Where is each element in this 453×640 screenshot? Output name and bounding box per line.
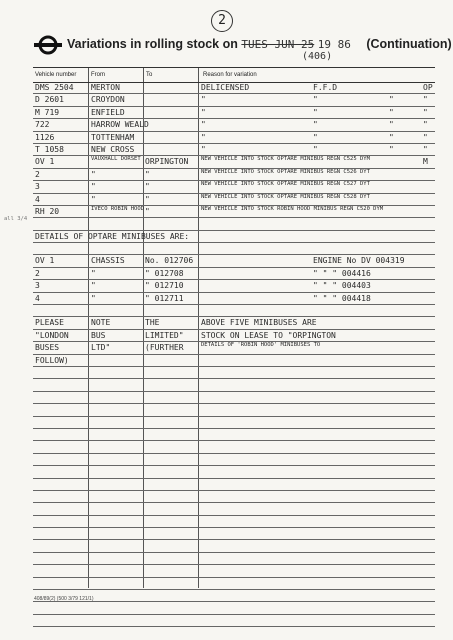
cell-c4c: ": [389, 107, 394, 117]
table-row: [33, 602, 435, 614]
cell-c3: ORPINGTON: [145, 157, 189, 167]
table-row: [33, 231, 435, 243]
table-row: [33, 417, 435, 429]
cell-c1: RH 20: [35, 206, 60, 216]
cell-c3: ": [145, 169, 150, 179]
cell-c4b: " " " 004418: [313, 293, 371, 303]
table-row: [33, 119, 435, 131]
cell-c4: ": [201, 95, 206, 105]
cell-c1: 4: [35, 293, 40, 303]
cell-c4c: ": [389, 120, 394, 130]
table-row: [33, 553, 435, 565]
cell-c2: ENFIELD: [91, 107, 125, 117]
table-row: [33, 268, 435, 280]
cell-c1: FOLLOW): [35, 355, 69, 365]
table-row: [33, 355, 435, 367]
cell-c4: ": [201, 107, 206, 117]
table-row: [33, 578, 435, 590]
cell-c1: 2: [35, 169, 40, 179]
table-row: [33, 218, 435, 230]
cell-c4b: ": [313, 95, 318, 105]
cell-c4d: ": [423, 132, 428, 142]
table-row: [33, 144, 435, 156]
cell-c4c: ": [389, 95, 394, 105]
cell-c1: PLEASE: [35, 318, 64, 328]
table-row: [33, 404, 435, 416]
cell-c2: ": [91, 169, 96, 179]
cell-c2: ": [91, 281, 96, 291]
table-row: [33, 82, 435, 94]
cell-c1: OV 1: [35, 256, 55, 266]
table-row: [33, 181, 435, 193]
table-row: [33, 454, 435, 466]
table-row: [33, 503, 435, 515]
cell-c2: NEW CROSS: [91, 144, 135, 154]
cell-c4d: ": [423, 144, 428, 154]
table-row: [33, 379, 435, 391]
cell-c4c: ": [389, 132, 394, 142]
cell-c1: 4: [35, 194, 40, 204]
title-reference: (406): [302, 51, 333, 62]
cell-c4: STOCK ON LEASE TO "ORPINGTON: [201, 330, 336, 340]
header-reason: Reason for variation: [203, 72, 257, 78]
table-row: [33, 540, 435, 552]
london-transport-roundel-icon: [34, 35, 62, 55]
title-prefix: Variations in rolling stock on: [67, 37, 238, 51]
table-row: [33, 169, 435, 181]
cell-c4: NEW VEHICLE INTO STOCK OPTARE MINIBUS REGN C528 DYT: [201, 193, 370, 200]
cell-c4: ABOVE FIVE MINIBUSES ARE: [201, 318, 317, 328]
table-row: [33, 429, 435, 441]
table-row: [33, 528, 435, 540]
table-row: [33, 255, 435, 267]
table-row: [33, 479, 435, 491]
cell-c4b: ": [313, 120, 318, 130]
cell-c3: ": [145, 194, 150, 204]
cell-c4b: ": [313, 132, 318, 142]
cell-c3: (FURTHER: [145, 343, 184, 353]
cell-c3: " 012708: [145, 268, 184, 278]
cell-c1: 1126: [35, 132, 55, 142]
table-body: [33, 82, 435, 627]
cell-c2: ": [91, 182, 96, 192]
cell-c1: 2: [35, 268, 40, 278]
cell-c3: " 012710: [145, 281, 184, 291]
cell-c3: No. 012706: [145, 256, 194, 266]
cell-c2: ": [91, 194, 96, 204]
cell-c1: DMS 2504: [35, 83, 74, 92]
cell-c4d: ": [423, 95, 428, 105]
table-row: [33, 330, 435, 342]
title-date: TUES JUN 25: [241, 38, 315, 51]
cell-c2: CROYDON: [91, 95, 125, 105]
form-footer-code: 408/89(2) (500 3/79 121/1): [34, 596, 94, 602]
cell-c4: ": [201, 144, 206, 154]
page-title: [67, 37, 452, 51]
cell-c3: ": [145, 182, 150, 192]
cell-c1: 722: [35, 120, 50, 130]
cell-c3: LIMITED": [145, 330, 184, 340]
cell-c1: M 719: [35, 107, 60, 117]
cell-c1: D 2601: [35, 95, 64, 105]
cell-c4b: ": [313, 144, 318, 154]
cell-c4d: OP: [423, 83, 433, 92]
cell-c4b: " " " 004416: [313, 268, 371, 278]
cell-c1: OV 1: [35, 157, 55, 167]
cell-c4: DETAILS OF 'ROBIN HOOD' MINIBUSES TO: [201, 342, 321, 349]
table-row: [33, 132, 435, 144]
cell-c4: DELICENSED: [201, 83, 250, 92]
cell-c2: IVECO ROBIN HOOD: [91, 205, 144, 212]
cell-c1: 3: [35, 182, 40, 192]
title-continuation: (Continuation): [366, 37, 452, 51]
cell-c2: TOTTENHAM: [91, 132, 135, 142]
cell-c4b: F.F.D: [313, 83, 338, 92]
cell-c2: ": [91, 268, 96, 278]
cell-c2: BUS: [91, 330, 106, 340]
table-row: [33, 466, 435, 478]
table-row: [33, 280, 435, 292]
cell-c1: DETAILS OF OPTARE MINIBUSES ARE:: [35, 231, 190, 241]
table-row: [33, 615, 435, 627]
table-header: [33, 68, 435, 83]
title-year: 19 86: [317, 38, 351, 51]
cell-c3: THE: [145, 318, 160, 328]
cell-c4: NEW VEHICLE INTO STOCK ROBIN HOOD MINIBUS REGN C520 DYM: [201, 205, 384, 212]
table-row: [33, 107, 435, 119]
cell-c4: NEW VEHICLE INTO STOCK OPTARE MINIBUS REGN C526 DYT: [201, 168, 370, 175]
cell-c4: ": [201, 120, 206, 130]
table-row: [33, 392, 435, 404]
cell-c1: "LONDON: [35, 330, 69, 340]
table-row: [33, 156, 435, 168]
cell-c3: " 012711: [145, 293, 184, 303]
table-row: [33, 367, 435, 379]
cell-c2: LTD": [91, 343, 111, 353]
cell-c2: HARROW WEALD: [91, 120, 149, 130]
header-from: From: [91, 72, 105, 78]
table-row: [33, 243, 435, 255]
cell-c4: NEW VEHICLE INTO STOCK OPTARE MINIBUS REGN C525 DYM: [201, 156, 370, 163]
cell-c2: ": [91, 293, 96, 303]
cell-c2: VAUXHALL DORSET: [91, 156, 141, 163]
table-row: [33, 206, 435, 218]
table-row: [33, 565, 435, 577]
cell-c4b: ": [313, 107, 318, 117]
table-row: [33, 491, 435, 503]
cell-c1: BUSES: [35, 343, 60, 353]
cell-c4b: " " " 004403: [313, 281, 371, 291]
header-vehicle-number: Vehicle number: [35, 72, 77, 78]
table-row: [33, 293, 435, 305]
cell-c2: NOTE: [91, 318, 111, 328]
table-row: [33, 342, 435, 354]
cell-c4d: ": [423, 120, 428, 130]
cell-c1: 3: [35, 281, 40, 291]
cell-c4: ": [201, 132, 206, 142]
cell-c3: ": [145, 206, 150, 216]
cell-c1: T 1058: [35, 144, 64, 154]
table-row: [33, 305, 435, 317]
cell-c2: MERTON: [91, 83, 120, 92]
cell-c4c: ": [389, 144, 394, 154]
page-number: 2: [211, 10, 233, 32]
cell-c4d: ": [423, 107, 428, 117]
table-row: [33, 516, 435, 528]
cell-c4: NEW VEHICLE INTO STOCK OPTARE MINIBUS REGN C527 DYT: [201, 181, 370, 188]
header-to: To: [146, 72, 153, 78]
margin-note: all 3/4: [4, 216, 28, 222]
cell-c2: CHASSIS: [91, 256, 125, 266]
table-row: [33, 194, 435, 206]
table-row: [33, 94, 435, 106]
table-row: [33, 317, 435, 329]
cell-c4b: ENGINE No DV 004319: [313, 256, 405, 266]
variations-table: [33, 67, 435, 588]
table-row: [33, 441, 435, 453]
cell-c4d: M: [423, 157, 428, 167]
